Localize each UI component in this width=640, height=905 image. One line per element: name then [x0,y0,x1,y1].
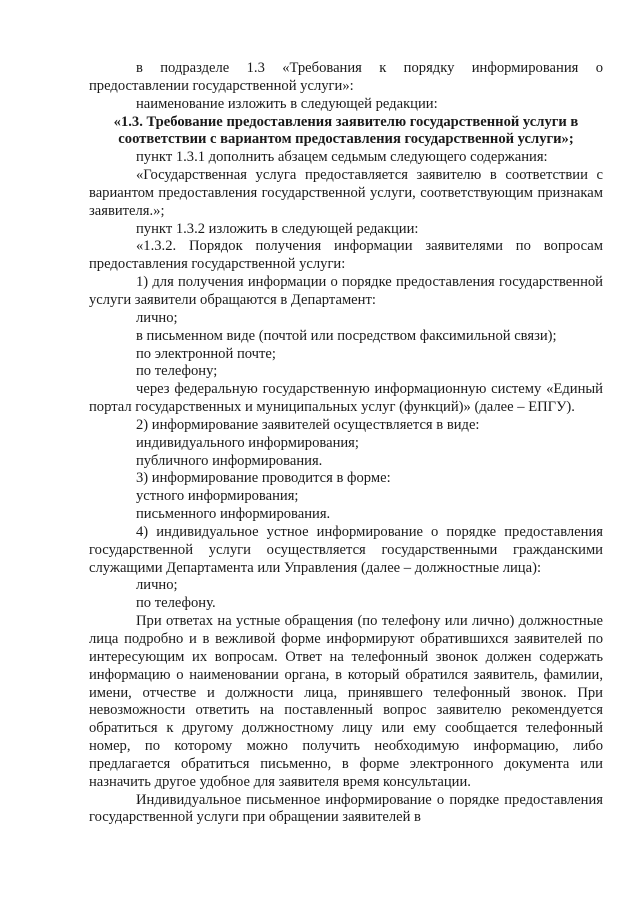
paragraph: наименование изложить в следующей редакции: [136,95,438,112]
list-item: индивидуального информирования; [136,434,359,451]
list-item: по телефону. [136,595,216,612]
list-item: 3) информирование проводится в форме: [136,470,391,487]
paragraph: пункт 1.3.1 дополнить абзацем седьмым следующего содержания: [136,149,548,166]
paragraph: «Государственная услуга предоставляется заявителю в соответствии с вариантом предоставления государственной услуги, соответствующим признакам заявителя.»; [89,167,603,219]
paragraph: пункт 1.3.2 изложить в следующей редакции: [136,220,419,237]
list-item: письменного информирования. [136,506,331,523]
list-item: в письменном виде (почтой или посредством факсимильной связи); [136,327,557,344]
document-page [89,60,603,827]
list-item: лично; [136,577,178,594]
list-item: 4) индивидуальное устное информирование о порядке предоставления государственной услуги осуществляется государственными гражданскими служащими Департамента или Управления (далее – должностные лица): [89,523,603,576]
list-item: 2) информирование заявителей осуществляется в виде: [136,416,480,433]
list-item: через федеральную государственную информационную систему «Единый портал государственных и муниципальных услуг (функций)» (далее – ЕПГУ). [89,381,603,416]
section-heading: «1.3. Требование предоставления заявителю государственной услуги в соответствии с вариантом предоставления государственной услуги»; [113,113,579,148]
paragraph: При ответах на устные обращения (по телефону или лично) должностные лица подробно и в вежливой форме информируют обратившихся заявителей по интересующим их вопросам. Ответ на телефонный звонок должен содержать информацию о наименовании органа, в который обратился заявитель, фамилии, имени, отчестве и должности лица, принявшего телефонный звонок. При невозможности ответить на поставленный вопрос заявителю рекомендуется обратиться к другому должностному лицу или ему сообщается телефонный номер, по которому можно получить необходимую информацию, либо предлагается обратиться письменно, в форме электронного документа или назначить другое удобное для заявителя время консультации. [89,613,603,790]
list-item: лично; [136,309,178,326]
list-item: по телефону; [136,363,218,380]
list-item: 1) для получения информации о порядке предоставления государственной услуги заявители обращаются в Департамент: [89,274,603,308]
list-item: публичного информирования. [136,452,323,469]
list-item: по электронной почте; [136,345,276,362]
paragraph: Индивидуальное письменное информирование о порядке предоставления государственной услуги при обращении заявителей в [89,791,603,826]
list-item: устного информирования; [136,488,299,505]
paragraph: в подразделе 1.3 «Требования к порядку информирования о предоставлении государственной услуги»: [89,60,603,94]
paragraph: «1.3.2. Порядок получения информации заявителями по вопросам предоставления государственной услуги: [89,238,603,273]
